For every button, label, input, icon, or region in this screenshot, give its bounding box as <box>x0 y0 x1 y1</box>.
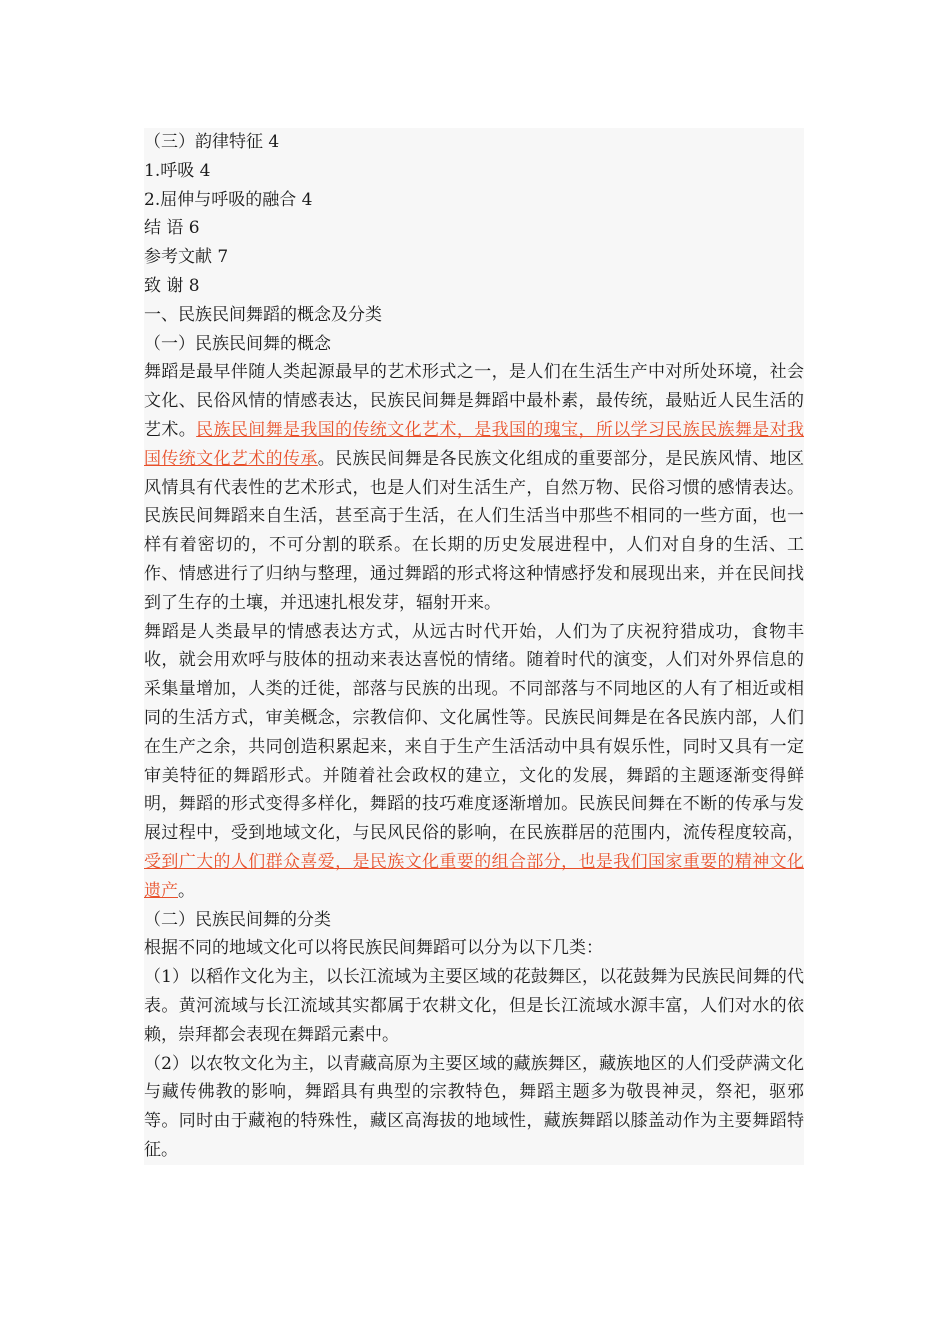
paragraph-classification-item-1: （1）以稻作文化为主，以长江流域为主要区域的花鼓舞区，以花鼓舞为民族民间舞的代表。黄河流域与长江流域其实都属于农耕文化，但是长江流域水源丰富，人们对水的依赖，崇拜都会表现在舞蹈元素中。 <box>144 963 804 1049</box>
paragraph-text: 舞蹈是最早伴随人类起源最早的艺术形式之一，是人们在生活生产中对所处环境，社会文化、民俗风情的情感表达，民族民间舞是舞蹈中最朴素，最传统，最贴近人民生活的艺术。 <box>144 362 804 440</box>
paragraph-text: 舞蹈是人类最早的情感表达方式，从远古时代开始，人们为了庆祝狩猎成功，食物丰收，就会用欢呼与肢体的扭动来表达喜悦的情绪。随着时代的演变，人们对外界信息的采集量增加，人类的迁徙，部落与民族的出现。不同部落与不同地区的人有了相近或相同的生活方式，审美概念，宗教信仰、文化属性等。民族民间舞是在各民族内部，人们在生产之余，共同创造积累起来，来自于生产生活活动中具有娱乐性，同时又具有一定审美特征的舞蹈形式。并随着社会政权的建立，文化的发展，舞蹈的主题逐渐变得鲜明，舞蹈的形式变得多样化，舞蹈的技巧难度逐渐增加。民族民间舞在不断的传承与发展过程中，受到地域文化，与民风民俗的影响，在民族群居的范围内，流传程度较高， <box>144 621 804 844</box>
paragraph-classification-intro: 根据不同的地域文化可以将民族民间舞蹈可以分为以下几类： <box>144 934 804 963</box>
paragraph-text: 。民族民间舞是各民族文化组成的重要部分，是民族风情、地区风情具有代表性的艺术形式，也是人们对生活生产，自然万物、民俗习惯的感情表达。民族民间舞蹈来自生活，甚至高于生活，在人们生活当中那些不相同的一些方面，也一样有着密切的，不可分割的联系。在长期的历史发展进程中，人们对自身的生活、工作、情感进行了归纳与整理，通过舞蹈的形式将这种情感抒发和展现出来，并在民间找到了生存的土壤，并迅速扎根发芽，辐射开来。 <box>144 448 805 613</box>
toc-item-acknowledgements: 致 谢 8 <box>144 272 804 301</box>
highlighted-text: 民族民间舞是我国的传统文化艺术，是我国的瑰宝，所以学习民族民族舞是对我国传统文化艺术的传承 <box>144 419 805 469</box>
document-page <box>144 128 804 1165</box>
toc-item-references: 参考文献 7 <box>144 243 804 272</box>
toc-item-rhythm: （三）韵律特征 4 <box>144 128 804 157</box>
toc-item-fusion: 2.屈伸与呼吸的融合 4 <box>144 186 804 215</box>
paragraph-text: 。 <box>178 880 195 901</box>
paragraph-concept-1 <box>144 358 804 617</box>
paragraph-concept-2 <box>144 618 804 906</box>
toc-item-conclusion: 结 语 6 <box>144 214 804 243</box>
highlighted-text: 受到广大的人们群众喜爱，是民族文化重要的组合部分，也是我们国家重要的精神文化遗产 <box>144 851 804 901</box>
toc-item-breathing: 1.呼吸 4 <box>144 157 804 186</box>
section-heading: 一、民族民间舞蹈的概念及分类 <box>144 301 804 330</box>
subsection-heading-concept: （一）民族民间舞的概念 <box>144 330 804 359</box>
paragraph-classification-item-2: （2）以农牧文化为主，以青藏高原为主要区域的藏族舞区，藏族地区的人们受萨满文化与藏传佛教的影响，舞蹈具有典型的宗教特色，舞蹈主题多为敬畏神灵，祭祀，驱邪等。同时由于藏袍的特殊性，藏区高海拔的地域性，藏族舞蹈以膝盖动作为主要舞蹈特征。 <box>144 1050 804 1165</box>
subsection-heading-classification: （二）民族民间舞的分类 <box>144 906 804 935</box>
